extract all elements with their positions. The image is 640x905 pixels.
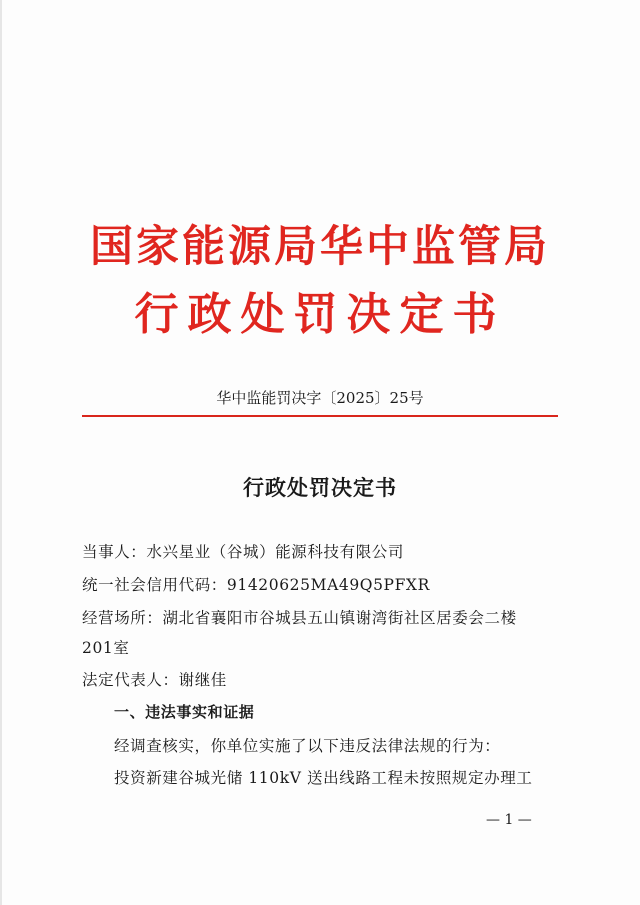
address-line-2: 201室 — [82, 639, 130, 657]
document-title: 行政处罚决定书 — [243, 475, 397, 500]
legal-representative-line: 法定代表人：谢继佳 — [82, 671, 227, 689]
page-edge — [0, 0, 2, 905]
paragraph-1: 经调查核实，你单位实施了以下违反法律法规的行为： — [114, 737, 501, 755]
red-divider-line — [82, 415, 558, 417]
paragraph-2: 投资新建谷城光储 110kV 送出线路工程未按照规定办理工 — [114, 769, 533, 787]
party-line: 当事人：水兴星业（谷城）能源科技有限公司 — [82, 543, 405, 561]
credit-code-line: 统一社会信用代码：91420625MA49Q5PFXR — [82, 576, 430, 594]
page-number: — 1 — — [486, 812, 532, 828]
document-number: 华中监能罚决字〔2025〕25号 — [216, 389, 424, 407]
document-type-heading: 行政处罚决定书 — [134, 289, 506, 340]
section-1-heading: 一、违法事实和证据 — [114, 703, 255, 721]
agency-name-heading: 国家能源局华中监管局 — [90, 222, 550, 272]
address-line-1: 经营场所：湖北省襄阳市谷城县五山镇谢湾街社区居委会二楼 — [82, 609, 517, 627]
